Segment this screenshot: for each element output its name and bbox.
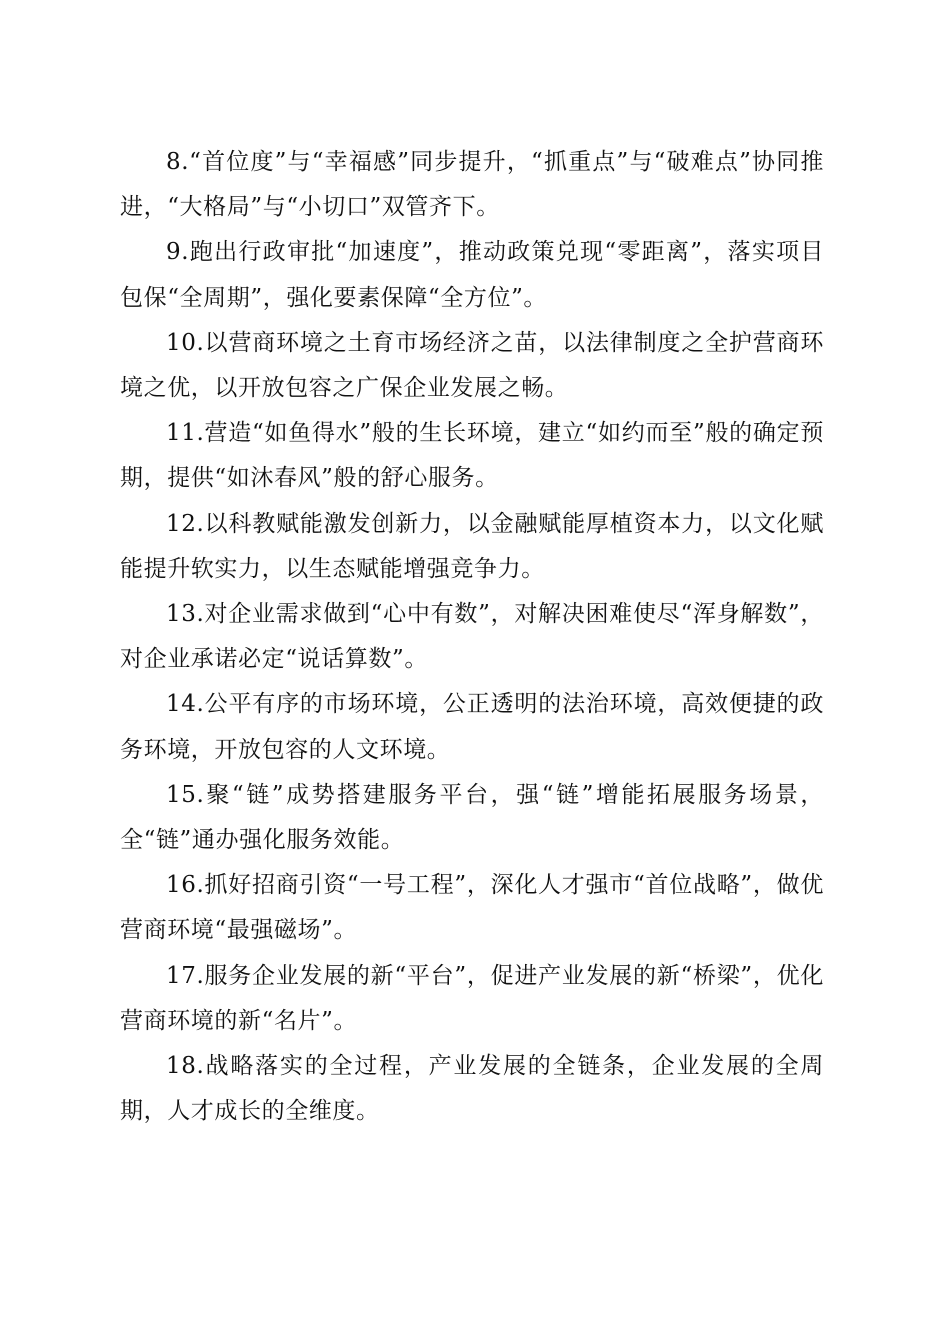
- paragraph-12: 12.以科教赋能激发创新力，以金融赋能厚植资本力，以文化赋能提升软实力，以生态赋能增强竞争力。: [120, 510, 824, 582]
- paragraph-11: 11.营造“如鱼得水”般的生长环境，建立“如约而至”般的确定预期，提供“如沐春风”般的舒心服务。: [120, 420, 824, 492]
- paragraph-16: 16.抓好招商引资“一号工程”，深化人才强市“首位战略”，做优营商环境“最强磁场”。: [120, 872, 824, 944]
- paragraph-9: 9.跑出行政审批“加速度”，推动政策兑现“零距离”，落实项目包保“全周期”，强化要素保障“全方位”。: [120, 239, 824, 311]
- paragraph-15: 15.聚“链”成势搭建服务平台，强“链”增能拓展服务场景，全“链”通办强化服务效能。: [120, 781, 824, 854]
- paragraph-13: 13.对企业需求做到“心中有数”，对解决困难使尽“浑身解数”，对企业承诺必定“说话算数”。: [120, 601, 824, 673]
- paragraph-10: 10.以营商环境之土育市场经济之苗，以法律制度之全护营商环境之优，以开放包容之广保企业发展之畅。: [120, 329, 824, 402]
- paragraph-18: 18.战略落实的全过程，产业发展的全链条，企业发展的全周期，人才成长的全维度。: [120, 1053, 824, 1125]
- document-page: [120, 140, 824, 1134]
- paragraph-17: 17.服务企业发展的新“平台”，促进产业发展的新“桥梁”，优化营商环境的新“名片”。: [120, 962, 824, 1034]
- paragraph-8: 8.“首位度”与“幸福感”同步提升，“抓重点”与“破难点”协同推进，“大格局”与“小切口”双管齐下。: [120, 149, 824, 221]
- paragraph-14: 14.公平有序的市场环境，公正透明的法治环境，高效便捷的政务环境，开放包容的人文环境。: [120, 691, 824, 763]
